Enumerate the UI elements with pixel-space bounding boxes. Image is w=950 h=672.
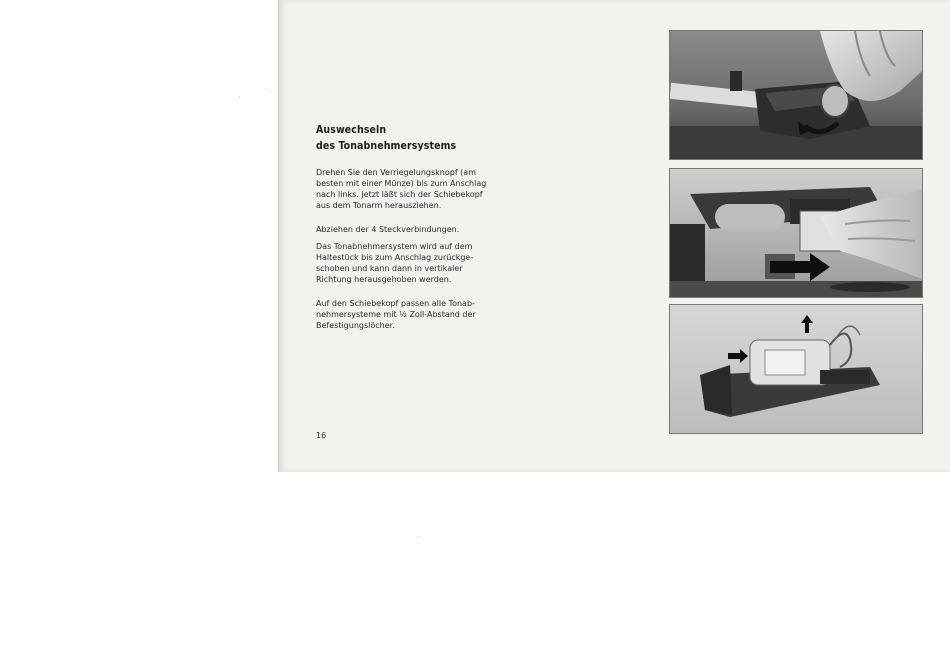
- text-line: nach links. Jetzt läßt sich der Schiebekopf: [316, 190, 483, 199]
- text-line: Abziehen der 4 Steckverbindungen.: [316, 225, 460, 234]
- text-line: Auf den Schiebekopf passen alle Tonab-: [316, 299, 475, 308]
- paragraph-connectors: [316, 224, 506, 235]
- text-line: Das Tonabnehmersystem wird auf dem: [316, 242, 473, 251]
- paragraph-slide-cartridge: [316, 241, 506, 285]
- heading-line-1: Auswechseln: [316, 124, 387, 136]
- text-line: Befestigungslöcher.: [316, 321, 395, 330]
- text-line: Haltestück bis zum Anschlag zurückge-: [316, 253, 474, 262]
- photo-turning-lock-knob: [669, 30, 923, 160]
- text-line: Richtung herausgehoben werden.: [316, 275, 452, 284]
- text-line: besten mit einer Münze) bis zum Anschlag: [316, 179, 487, 188]
- photo-removing-connectors: [669, 168, 923, 298]
- paragraph-remove-headshell: [316, 167, 506, 211]
- photo-lifting-cartridge: [669, 304, 923, 434]
- heading-line-2: des Tonabnehmersystems: [316, 140, 457, 152]
- text-line: aus dem Tonarm herausziehen.: [316, 201, 442, 210]
- scan-speck: ·: [238, 92, 242, 103]
- scan-speck: ·: [417, 532, 421, 543]
- text-line: Drehen Sie den Verriegelungsknopf (am: [316, 168, 476, 177]
- section-heading: [316, 122, 516, 154]
- page-number: 16: [316, 431, 327, 440]
- text-line: nehmersysteme mit ½ Zoll-Abstand der: [316, 310, 476, 319]
- scan-speck: ·: [268, 87, 272, 98]
- text-line: schoben und kann dann in vertikaler: [316, 264, 463, 273]
- paragraph-compatibility: [316, 298, 506, 331]
